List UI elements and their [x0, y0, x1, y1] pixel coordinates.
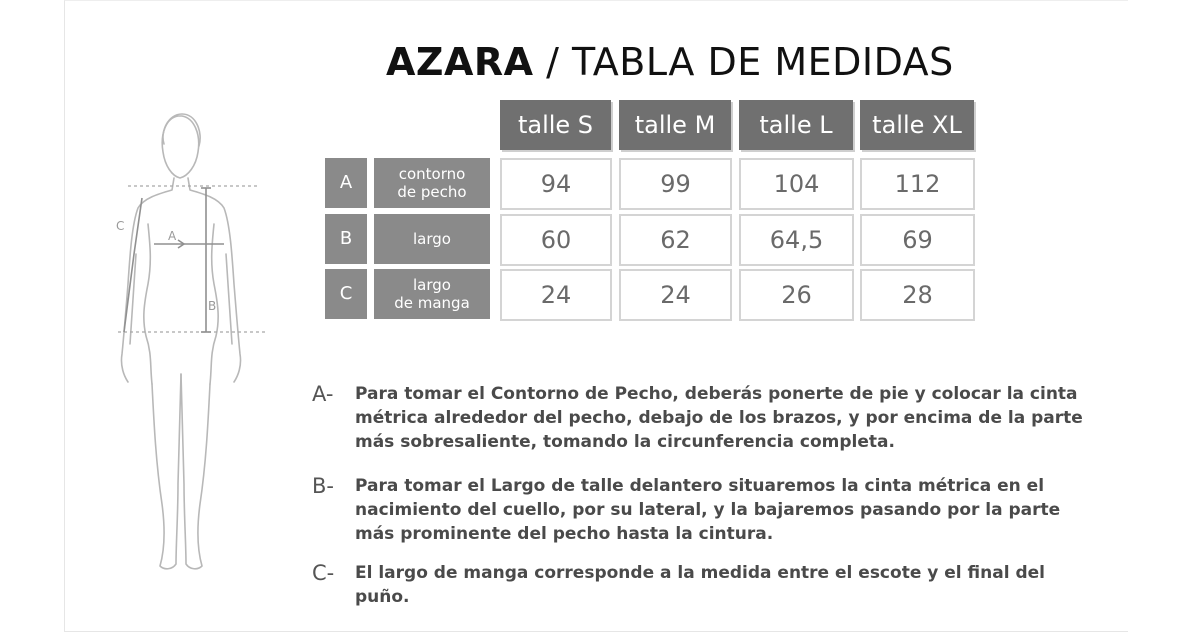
row-label-b: largo [374, 214, 490, 264]
row-letter-a: A [325, 158, 367, 208]
value-b-m: 62 [619, 214, 732, 266]
page-title [386, 34, 954, 90]
size-header-m: talle M [619, 100, 731, 150]
row-letter-b: B [325, 214, 367, 264]
note-text-b: Para tomar el Largo de talle delantero situaremos la cinta métrica en el nacimiento del cuello, por su lateral, y la bajaremos pasando por la parte más prominente del pecho hasta la cintura. [355, 476, 1061, 544]
value-a-s: 94 [500, 158, 612, 210]
value-a-l: 104 [739, 158, 854, 210]
title-text: / TABLA DE MEDIDAS [546, 40, 954, 84]
note-text-c: El largo de manga corresponde a la medida entre el escote y el final del puño. [355, 563, 1045, 607]
row-label-c: largo de manga [374, 269, 490, 319]
body-figure-illustration [108, 104, 278, 604]
value-b-l: 64,5 [739, 214, 854, 266]
value-a-m: 99 [619, 158, 732, 210]
value-c-s: 24 [500, 269, 612, 321]
size-header-xl: talle XL [860, 100, 974, 150]
size-header-s: talle S [500, 100, 611, 150]
figure-mark-a: A [168, 229, 177, 243]
value-b-s: 60 [500, 214, 612, 266]
note-text-a: Para tomar el Contorno de Pecho, deberás ponerte de pie y colocar la cinta métrica alrededor del pecho, debajo de los brazos, y por encima de la parte más sobresaliente, tomando la circunferencia completa. [355, 384, 1083, 452]
figure-mark-b: B [208, 299, 217, 313]
row-label-a: contorno de pecho [374, 158, 490, 208]
note-marker-c: C- [312, 561, 335, 585]
note-marker-a: A- [312, 382, 334, 406]
figure-mark-c: C [116, 219, 125, 233]
value-a-xl: 112 [860, 158, 975, 210]
note-marker-b: B- [312, 474, 334, 498]
size-header-l: talle L [739, 100, 853, 150]
value-c-m: 24 [619, 269, 732, 321]
row-letter-c: C [325, 269, 367, 319]
value-c-xl: 28 [860, 269, 975, 321]
value-b-xl: 69 [860, 214, 975, 266]
brand-name: AZARA [386, 40, 534, 84]
value-c-l: 26 [739, 269, 854, 321]
